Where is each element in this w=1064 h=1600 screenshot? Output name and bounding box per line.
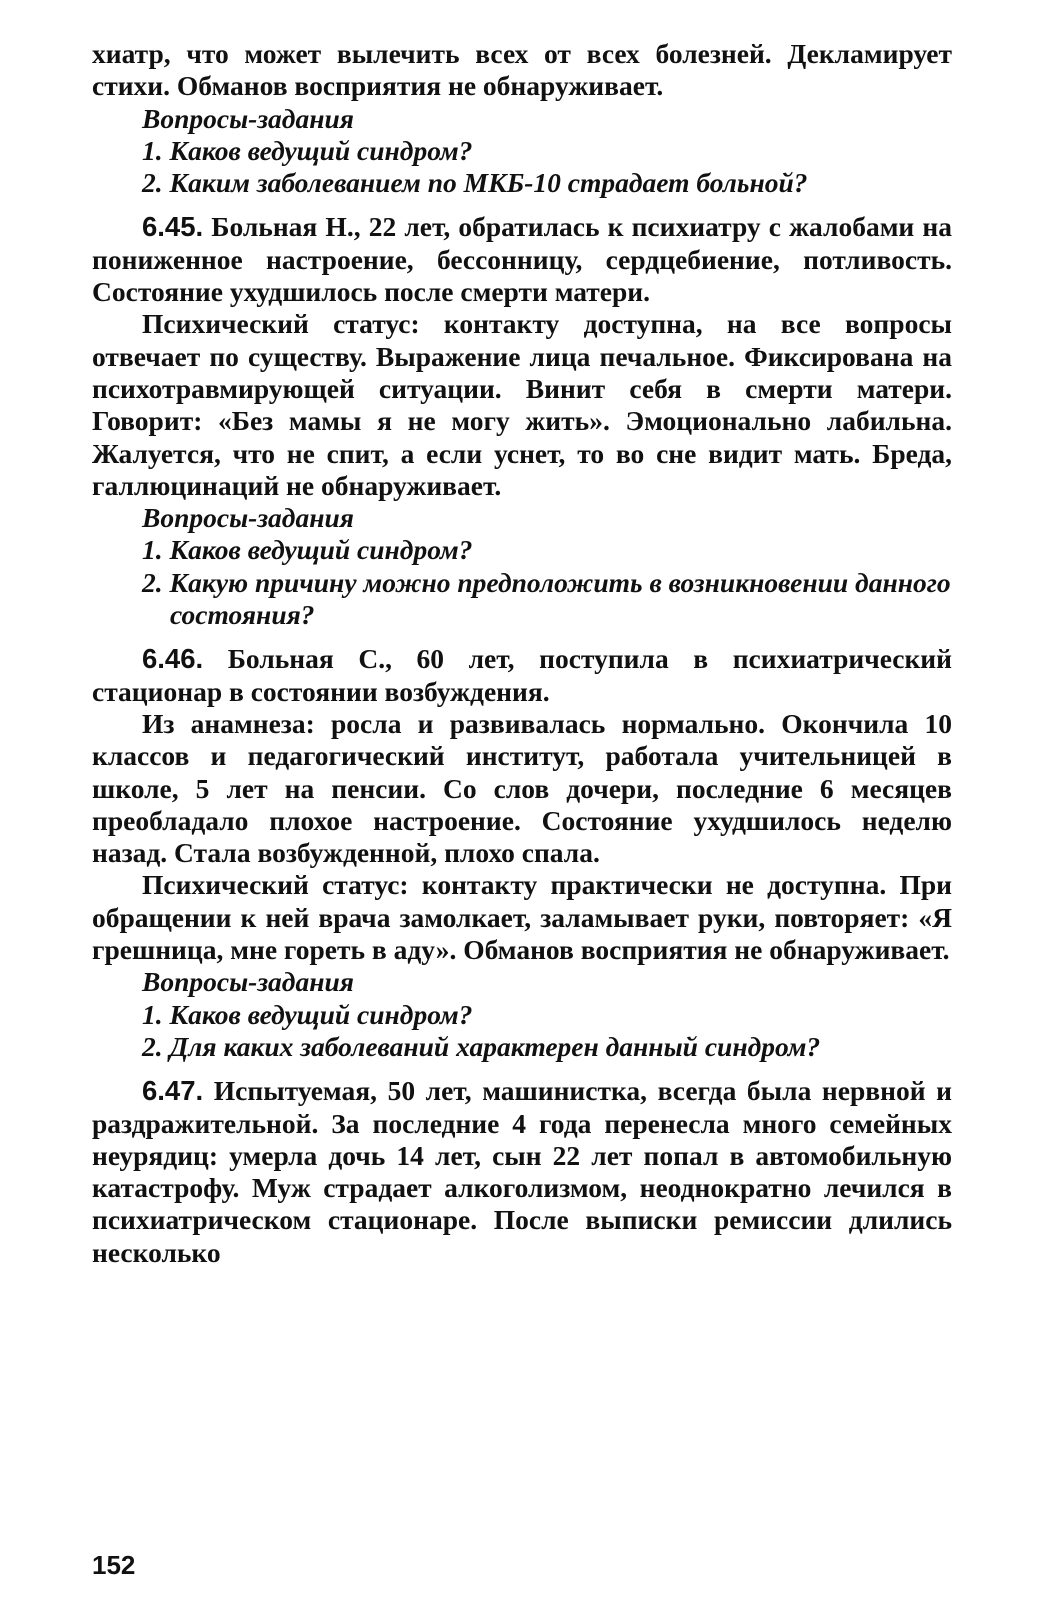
case-6-45-paragraph bbox=[92, 211, 952, 308]
case-number: 6.45. bbox=[142, 211, 204, 243]
anamnesis-paragraph: Из анамнеза: росла и развивалась нормально. Окончила 10 классов и педагогический институт, работала учительницей в школе, 5 лет на пенсии. Со слов дочери, последние 6 месяцев преобладало плохое настроение. Состояние ухудшилось неделю назад. Стала возбужденной, плохо спала. bbox=[92, 707, 952, 869]
page-content bbox=[92, 38, 952, 1269]
question-item: 1. Каков ведущий синдром? bbox=[142, 998, 473, 1030]
question-item: 2. Каким заболеванием по МКБ-10 страдает больной? bbox=[142, 167, 808, 199]
questions-heading: Вопросы-задания bbox=[142, 102, 354, 134]
case-text: Больная Н., 22 лет, обратилась к психиатру с жалобами на пониженное настроение, бессонницу, сердцебиение, потливость. Состояние ухудшилось после смерти матери. bbox=[92, 211, 952, 308]
questions-heading: Вопросы-задания bbox=[142, 502, 354, 534]
intro-paragraph: хиатр, что может вылечить всех от всех болезней. Декламирует стихи. Обманов восприятия не обнаруживает. bbox=[92, 38, 952, 102]
question-item: 2. Для каких заболеваний характерен данный синдром? bbox=[142, 1030, 821, 1062]
mental-status-paragraph: Психический статус: контакту практически не доступна. При обращении к ней врача замолкает, заламывает руки, повторяет: «Я грешница, мне гореть в аду». Обманов восприятия не обнаруживает. bbox=[92, 869, 952, 966]
questions-heading: Вопросы-задания bbox=[142, 966, 354, 998]
case-6-47-paragraph bbox=[92, 1075, 952, 1269]
mental-status-paragraph: Психический статус: контакту доступна, на все вопросы отвечает по существу. Выражение лица печальное. Фиксирована на психотравмирующей ситуации. Винит себя в смерти матери. Говорит: «Без мамы я не могу жить». Эмоционально лабильна. Жалуется, что не спит, а если уснет, то во сне видит мать. Бреда, галлюцинаций не обнаруживает. bbox=[92, 308, 952, 501]
case-number: 6.47. bbox=[142, 1075, 204, 1107]
page-number: 152 bbox=[92, 1550, 136, 1580]
question-item: 2. Какую причину можно предположить в возникновении данного состояния? bbox=[142, 566, 951, 631]
case-6-46-paragraph bbox=[92, 643, 952, 708]
case-text: Испытуемая, 50 лет, машинистка, всегда была нервной и раздражительной. За последние 4 года перенесла много семейных неурядиц: умерла дочь 14 лет, сын 22 лет попал в автомобильную катастрофу. Муж страдает алкоголизмом, неоднократно лечился в психиатрическом стационаре. После выписки ремиссии длились несколько bbox=[92, 1075, 952, 1268]
case-text: Больная С., 60 лет, поступила в психиатрический стационар в состоянии возбуждения. bbox=[92, 643, 952, 707]
question-item: 1. Каков ведущий синдром? bbox=[142, 534, 473, 566]
question-item: 1. Каков ведущий синдром? bbox=[142, 134, 473, 166]
case-number: 6.46. bbox=[142, 643, 204, 675]
